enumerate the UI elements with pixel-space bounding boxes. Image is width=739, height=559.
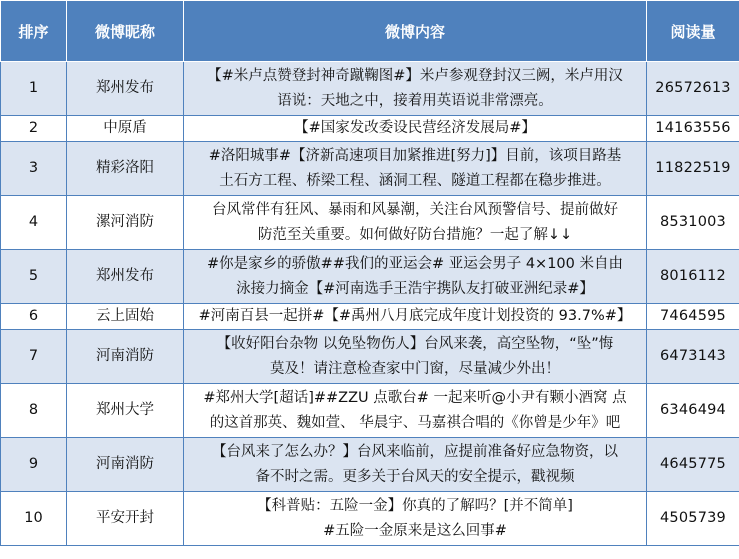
content-cell [184, 384, 647, 438]
header-row [1, 1, 739, 62]
rank-cell: 4 [1, 196, 67, 250]
rank-cell: 6 [1, 304, 67, 330]
name-cell: 漯河消防 [67, 196, 184, 250]
content-line: #郑州大学[超话]##ZZU 点歌台# 一起来听@小尹有颗小酒窝 点 [203, 389, 627, 406]
rank-cell: 5 [1, 250, 67, 304]
table-row [1, 492, 739, 546]
content-cell [184, 330, 647, 384]
name-cell: 郑州大学 [67, 384, 184, 438]
content-line: 备不时之需。更多关于台风天的安全提示，戳视频 [255, 468, 575, 485]
name-cell: 平安开封 [67, 492, 184, 546]
rank-cell: 7 [1, 330, 67, 384]
content-line: 【#米卢点赞登封神奇蹴鞠图#】米卢参观登封汉三阙，米卢用汉 [207, 67, 623, 84]
content-cell [184, 116, 647, 142]
table-row [1, 62, 739, 116]
content-cell [184, 304, 647, 330]
name-cell: 云上固始 [67, 304, 184, 330]
content-line: #河南百县一起拼#【#禹州八月底完成年度计划投资的 93.7%#】 [198, 308, 632, 324]
views-cell: 14163556 [647, 116, 739, 142]
content-line: #你是家乡的骄傲##我们的亚运会# 亚运会男子 4×100 米自由 [207, 255, 623, 272]
content-cell [184, 142, 647, 196]
name-cell: 河南消防 [67, 330, 184, 384]
views-cell: 6473143 [647, 330, 739, 384]
rank-cell: 1 [1, 62, 67, 116]
views-cell: 4645775 [647, 438, 739, 492]
content-line: 土石方工程、桥梁工程、涵洞工程、隧道工程都在稳步推进。 [219, 172, 611, 189]
views-cell: 6346494 [647, 384, 739, 438]
table-row [1, 196, 739, 250]
header-views: 阅读量 [647, 1, 739, 62]
name-cell: 郑州发布 [67, 62, 184, 116]
name-cell: 精彩洛阳 [67, 142, 184, 196]
content-line: 【科普贴：五险一金】你真的了解吗？[并不简单] [257, 497, 573, 514]
views-cell: 4505739 [647, 492, 739, 546]
table-row [1, 330, 739, 384]
table-row [1, 142, 739, 196]
content-cell [184, 196, 647, 250]
content-line: 【#国家发改委设民营经济发展局#】 [294, 120, 536, 136]
content-line: 台风常伴有狂风、暴雨和风暴潮，关注台风预警信号、提前做好 [212, 201, 618, 218]
views-cell: 11822519 [647, 142, 739, 196]
content-line: #五险一金原来是这么回事# [323, 522, 507, 539]
views-cell: 8016112 [647, 250, 739, 304]
content-line: 语说：天地之中，接着用英语说非常漂亮。 [277, 92, 553, 109]
rank-cell: 3 [1, 142, 67, 196]
name-cell: 河南消防 [67, 438, 184, 492]
header-content: 微博内容 [184, 1, 647, 62]
views-cell: 7464595 [647, 304, 739, 330]
rank-cell: 2 [1, 116, 67, 142]
name-cell: 中原盾 [67, 116, 184, 142]
table-row [1, 438, 739, 492]
table-row [1, 304, 739, 330]
rank-cell: 9 [1, 438, 67, 492]
table-row [1, 250, 739, 304]
content-cell [184, 250, 647, 304]
content-cell [184, 62, 647, 116]
views-cell: 8531003 [647, 196, 739, 250]
rank-cell: 8 [1, 384, 67, 438]
content-cell [184, 438, 647, 492]
content-line: 【台风来了怎么办？】台风来临前，应提前准备好应急物资，以 [212, 443, 618, 460]
content-line: 泳接力摘金【#河南选手王浩宇携队友打破亚洲纪录#】 [236, 280, 594, 297]
content-cell [184, 492, 647, 546]
views-cell: 26572613 [647, 62, 739, 116]
header-name: 微博昵称 [67, 1, 184, 62]
content-line: #洛阳城事#【济新高速项目加紧推进[努力]】目前，该项目路基 [208, 147, 622, 164]
content-line: 的这首那英、魏如萱、 华晨宇、马嘉祺合唱的《你曾是少年》吧 [209, 414, 621, 431]
content-line: 防范至关重要。如何做好防台措施？一起了解↓↓ [257, 226, 573, 243]
header-rank: 排序 [1, 1, 67, 62]
table-row [1, 116, 739, 142]
content-line: 【收好阳台杂物 以免坠物伤人】台风来袭，高空坠物，“坠”悔 [216, 335, 614, 352]
table-row [1, 384, 739, 438]
content-line: 莫及！请注意检查家中门窗，尽量减少外出！ [270, 360, 560, 377]
name-cell: 郑州发布 [67, 250, 184, 304]
rank-cell: 10 [1, 492, 67, 546]
